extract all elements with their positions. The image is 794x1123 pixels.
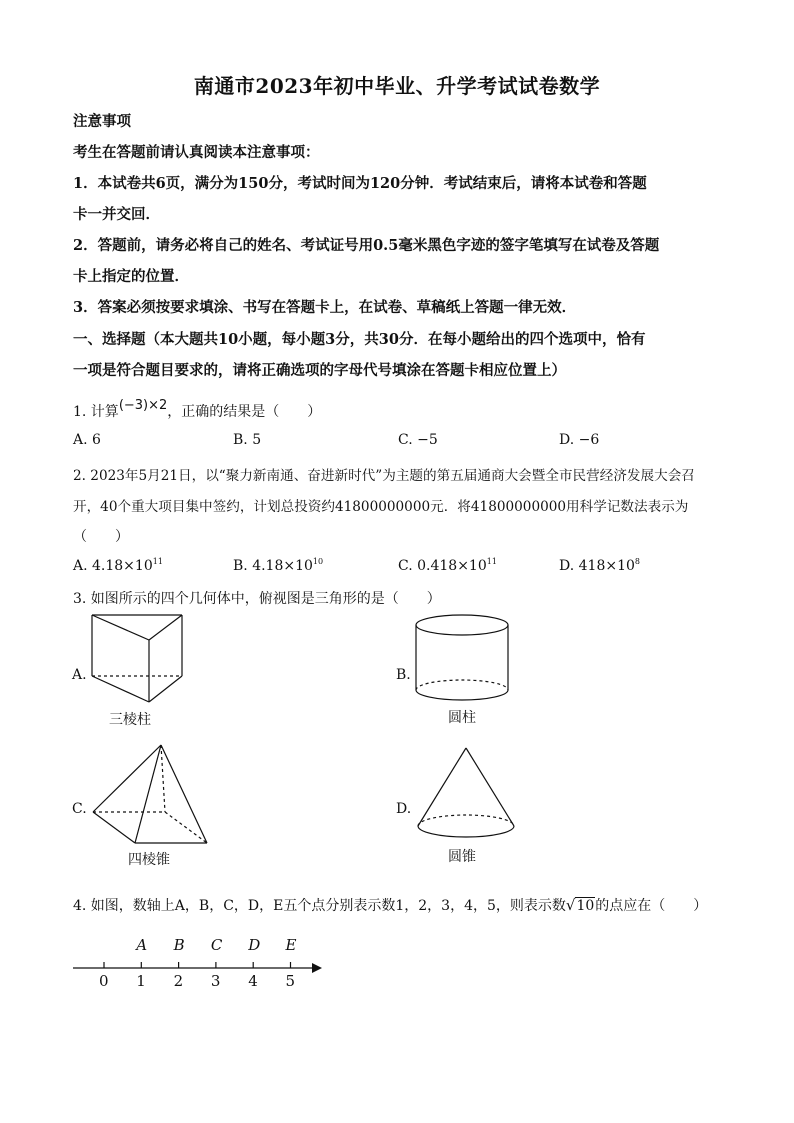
notice-item-2-cont: 卡上指定的位置．	[73, 268, 189, 285]
notice-item-1: 1．本试卷共6页，满分为150分，考试时间为120分钟．考试结束后，请将本试卷和答题	[73, 175, 647, 192]
q3-option-a-label: A.	[72, 667, 87, 683]
q3-option-b-label: B.	[396, 667, 411, 683]
q4-stem-after: 的点应在（ ）	[595, 898, 708, 914]
q1-option-a: A. 6	[73, 432, 101, 448]
number-line-point-label: E	[285, 936, 297, 954]
notice-item-3: 3．答案必须按要求填涂、书写在答题卡上，在试卷、草稿纸上答题一律无效．	[73, 299, 577, 316]
q2-option-d-exponent: 8	[634, 557, 640, 566]
number-line-point-label: D	[248, 936, 261, 954]
question-2-blank: （ ）	[73, 529, 129, 545]
q2-option-b-text: B. 4.18×10	[233, 558, 313, 574]
question-2: 2. 2023年5月21日，以“聚力新南通、奋进新时代”为主题的第五届通商大会暨全市民营经济发展大会召	[73, 468, 695, 484]
q1-expression: (−3)×2	[118, 398, 168, 413]
number-line-point-label: B	[173, 936, 185, 954]
number-line-point-label: A	[136, 936, 148, 954]
number-line-tick-label: 2	[173, 972, 184, 990]
q3-option-c-name: 四棱锥	[128, 852, 170, 868]
question-2-cont: 开，40个重大项目集中签约，计划总投资约41800000000元．将41800000000用科学记数法表示为	[73, 499, 689, 515]
number-line-tick-label: 4	[248, 972, 258, 990]
section1-heading: 一、选择题（本大题共10小题，每小题3分，共30分．在每小题给出的四个选项中，恰有	[73, 331, 646, 348]
q1-suffix: ，正确的结果是（ ）	[167, 404, 322, 420]
notice-item-2: 2．答题前，请务必将自己的姓名、考试证号用0.5毫米黑色字迹的签字笔填写在试卷及答题	[73, 237, 660, 254]
q2-option-c-exponent: 11	[486, 557, 497, 566]
q2-option-d-text: D. 418×10	[559, 558, 635, 574]
number-line-tick-label: 0	[99, 972, 109, 990]
q2-option-a-exponent: 11	[152, 557, 163, 566]
q1-option-c: C. −5	[398, 432, 438, 448]
q1-prefix: 1. 计算	[73, 404, 119, 420]
q2-option-b-exponent: 10	[312, 557, 324, 566]
section1-heading-cont: 一项是符合题目要求的，请将正确选项的字母代号填涂在答题卡相应位置上）	[73, 362, 566, 379]
q4-radicand: 10	[576, 898, 595, 914]
q1-option-b: B. 5	[233, 432, 262, 448]
question-3: 3. 如图所示的四个几何体中，俯视图是三角形的是（ ）	[73, 591, 441, 607]
q4-stem-before: 4. 如图，数轴上A，B，C，D，E五个点分别表示数1，2，3，4，5，则表示数	[73, 898, 566, 914]
q3-option-a-name: 三棱柱	[109, 712, 151, 728]
q1-option-d: D. −6	[559, 432, 600, 448]
page-title: 南通市2023年初中毕业、升学考试试卷数学	[193, 74, 601, 98]
q2-option-a-text: A. 4.18×10	[73, 558, 153, 574]
number-line-tick-label: 1	[136, 972, 146, 990]
number-line-tick-label: 5	[285, 972, 296, 990]
notice-heading: 注意事项	[73, 113, 131, 130]
q2-option-c-text: C. 0.418×10	[398, 558, 487, 574]
sqrt-icon: √	[565, 896, 576, 914]
number-line-tick-label: 3	[210, 972, 221, 990]
notice-intro: 考生在答题前请认真阅读本注意事项：	[73, 144, 320, 161]
q3-option-d-label: D.	[396, 801, 412, 817]
notice-item-1-cont: 卡一并交回．	[73, 206, 160, 223]
q3-option-c-label: C.	[72, 801, 87, 817]
number-line-point-label: C	[210, 936, 223, 954]
q3-option-b-name: 圆柱	[448, 710, 476, 726]
q3-option-d-name: 圆锥	[448, 849, 476, 865]
axis-arrow-icon	[312, 963, 322, 973]
